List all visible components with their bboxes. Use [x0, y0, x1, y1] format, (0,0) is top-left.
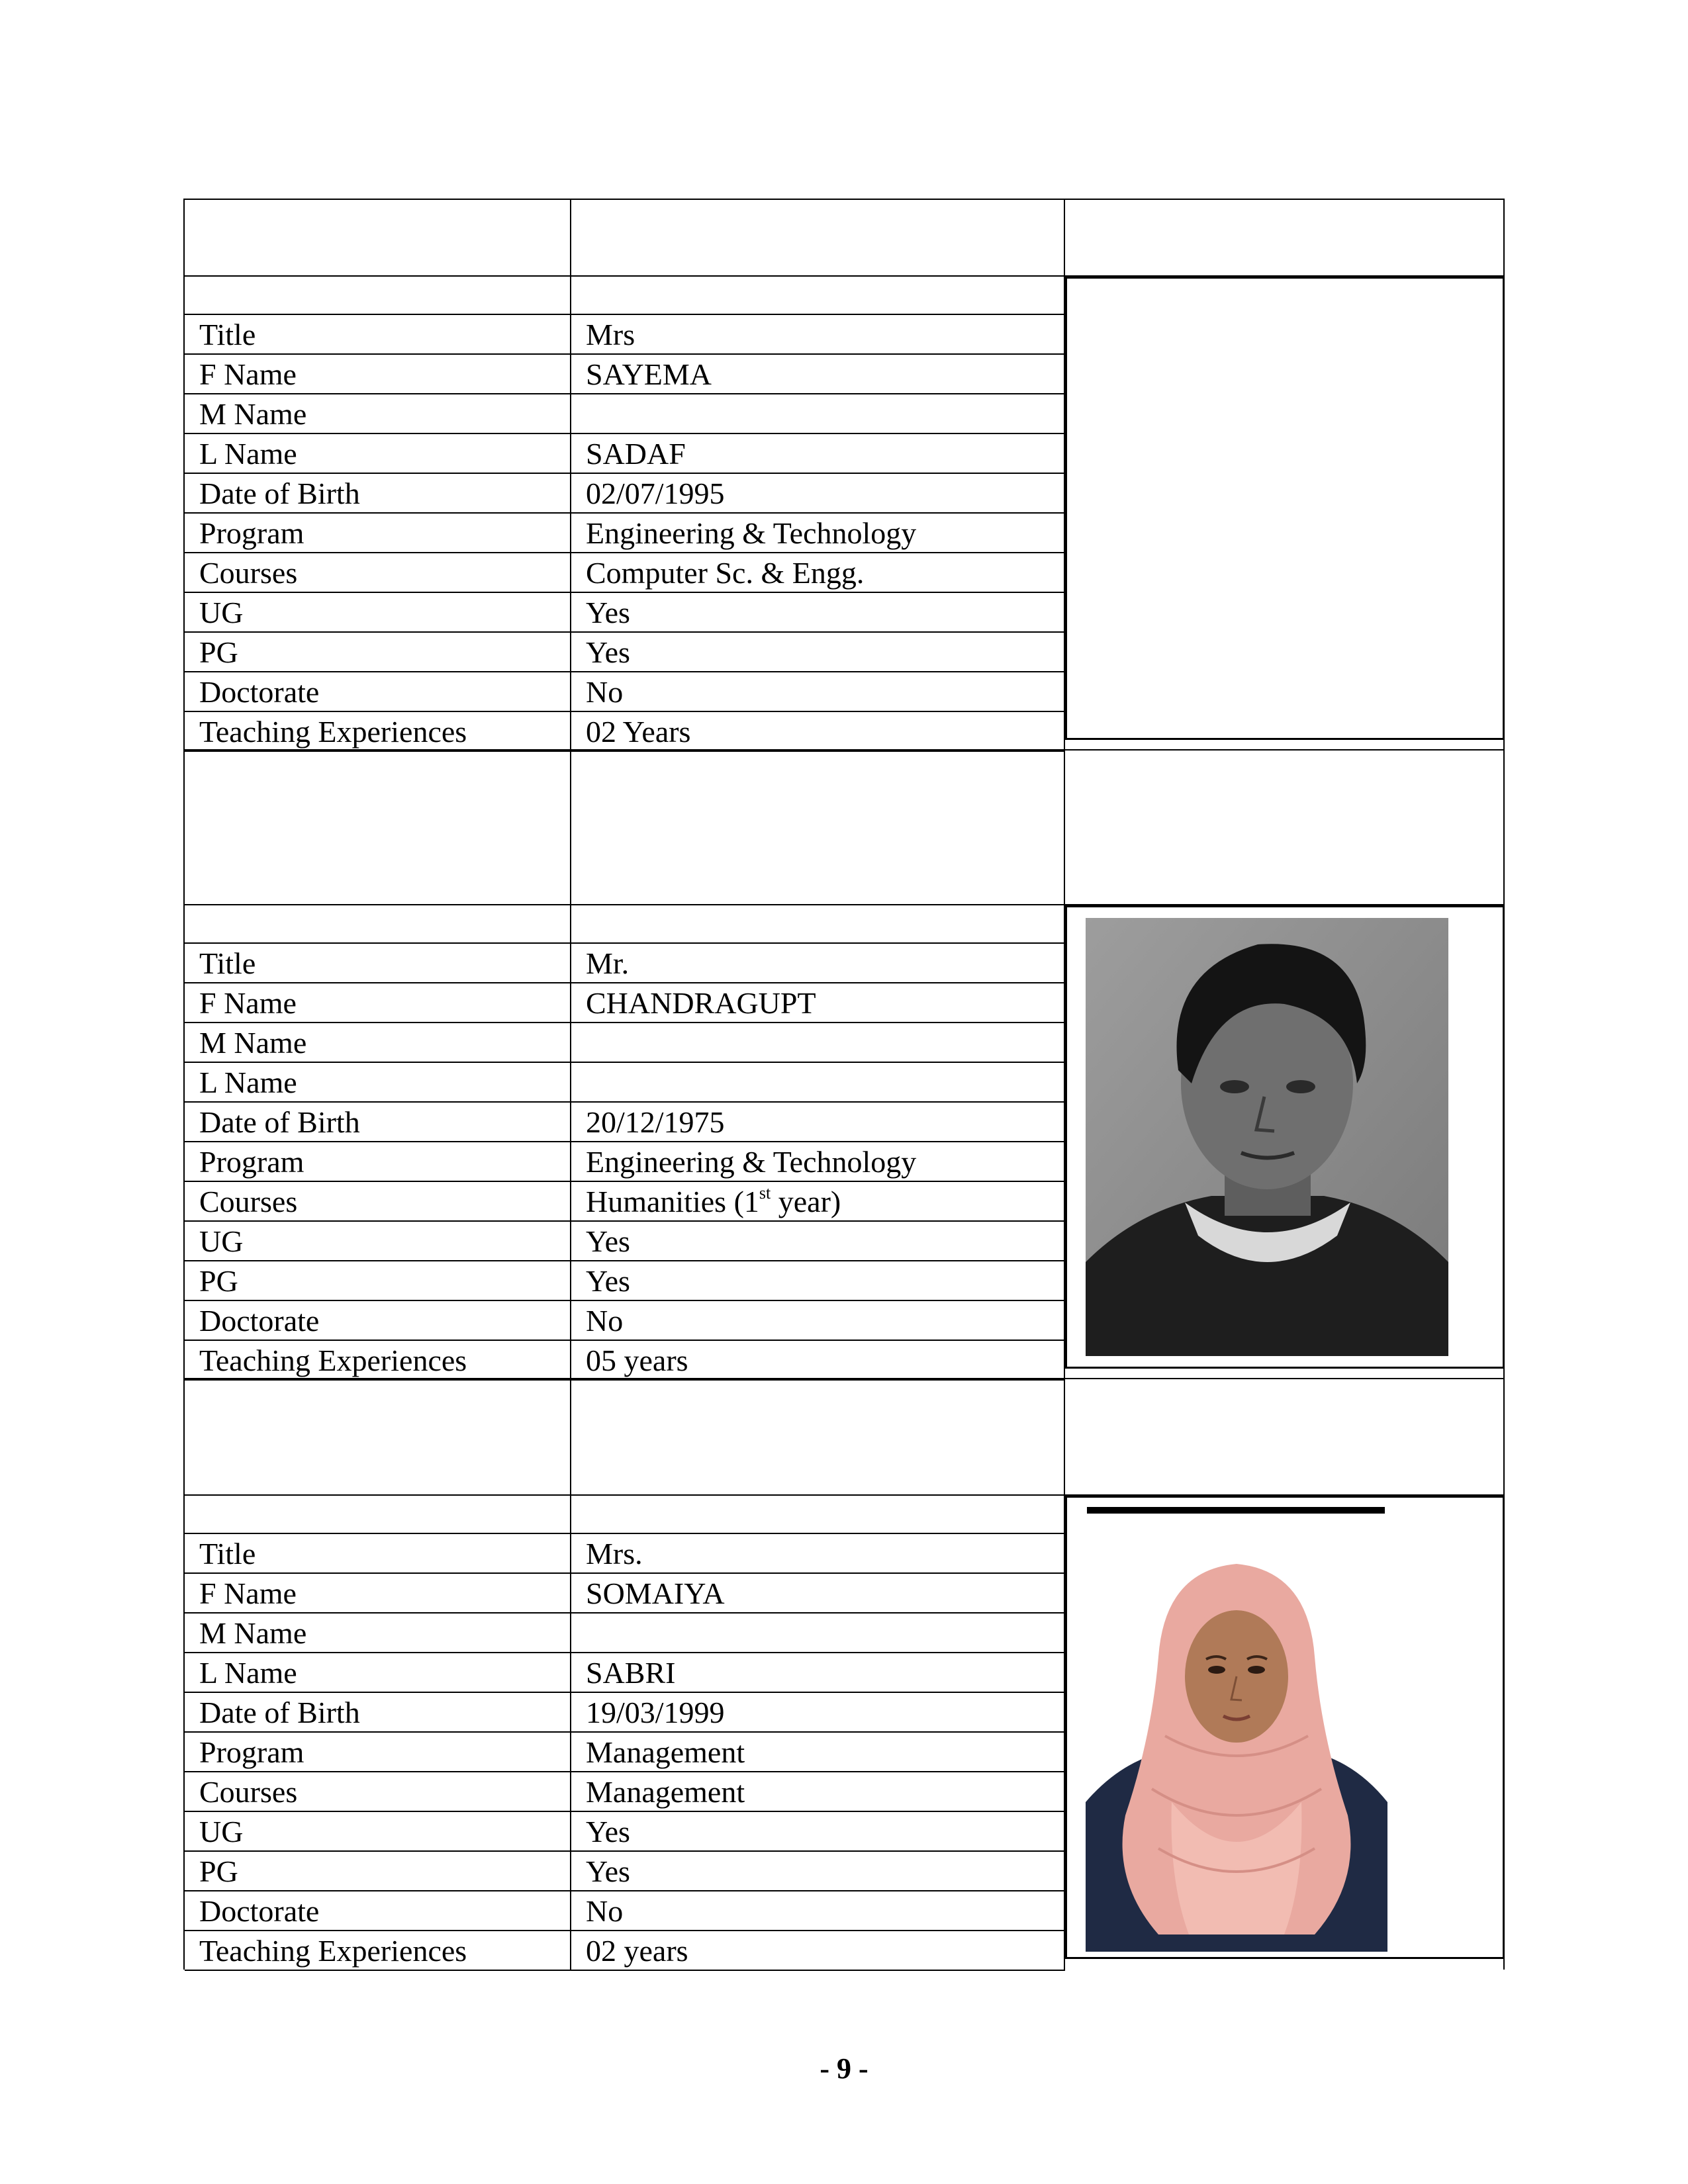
field-value: Mrs.	[571, 1534, 1065, 1572]
field-value: No	[571, 1891, 1065, 1930]
field-label: Date of Birth	[185, 474, 571, 512]
portrait-photo	[1086, 918, 1448, 1356]
field-label: Program	[185, 1733, 571, 1771]
field-value: 19/03/1999	[571, 1693, 1065, 1731]
field-label: Courses	[185, 553, 571, 592]
field-label: Doctorate	[185, 1891, 571, 1930]
table-row	[185, 904, 1065, 944]
field-value: CHANDRAGUPT	[571, 983, 1065, 1022]
field-value: Yes	[571, 593, 1065, 631]
courses-suffix: year)	[771, 1185, 841, 1218]
table-row	[185, 315, 1065, 355]
field-label: PG	[185, 1261, 571, 1300]
table-row	[185, 1852, 1065, 1891]
table-row	[185, 394, 1065, 434]
field-value: 02 Years	[571, 712, 1065, 751]
field-value: SAYEMA	[571, 355, 1065, 393]
field-value: 02/07/1995	[571, 474, 1065, 512]
table-row	[185, 672, 1065, 712]
table-row	[185, 1182, 1065, 1222]
courses-superscript: st	[759, 1183, 771, 1203]
field-value	[571, 1614, 1065, 1652]
field-label: F Name	[185, 983, 571, 1022]
table-row	[185, 1103, 1065, 1142]
table-row	[185, 1261, 1065, 1301]
portrait-photo-drawing	[1086, 1537, 1387, 1952]
field-value: Management	[571, 1772, 1065, 1811]
field-label: UG	[185, 1222, 571, 1260]
field-label: Courses	[185, 1772, 571, 1811]
table-row	[185, 1023, 1065, 1063]
photo-frame	[1065, 1496, 1505, 1959]
field-value	[571, 394, 1065, 433]
field-label: L Name	[185, 434, 571, 473]
spacer-row	[183, 1378, 1505, 1496]
field-value: No	[571, 1301, 1065, 1340]
field-label: Title	[185, 1534, 571, 1572]
field-label: F Name	[185, 1574, 571, 1612]
table-row	[185, 1891, 1065, 1931]
courses-prefix: Humanities (1	[586, 1185, 759, 1218]
field-label: Courses	[185, 1182, 571, 1220]
field-value: Yes	[571, 1222, 1065, 1260]
spacer-row	[183, 749, 1505, 905]
table-row	[185, 1812, 1065, 1852]
field-label: Program	[185, 1142, 571, 1181]
field-value	[571, 1182, 1065, 1220]
field-value: SOMAIYA	[571, 1574, 1065, 1612]
field-value: 20/12/1975	[571, 1103, 1065, 1141]
field-value: Engineering & Technology	[571, 514, 1065, 552]
table-row	[185, 1653, 1065, 1693]
field-label: UG	[185, 593, 571, 631]
field-value: Engineering & Technology	[571, 1142, 1065, 1181]
field-label: Doctorate	[185, 1301, 571, 1340]
field-value: No	[571, 672, 1065, 711]
table-row	[185, 633, 1065, 672]
field-value: Yes	[571, 1812, 1065, 1850]
table-row	[185, 944, 1065, 983]
table-row	[185, 1574, 1065, 1614]
field-label: Date of Birth	[185, 1693, 571, 1731]
table-row	[185, 1534, 1065, 1574]
field-label: UG	[185, 1812, 571, 1850]
table-row	[185, 1142, 1065, 1182]
field-value	[571, 1023, 1065, 1062]
table-row	[185, 474, 1065, 514]
field-label: M Name	[185, 394, 571, 433]
table-row	[185, 1341, 1065, 1381]
table-row	[185, 553, 1065, 593]
field-label: L Name	[185, 1653, 571, 1692]
table-row	[185, 1772, 1065, 1812]
table-row	[185, 983, 1065, 1023]
field-value: SABRI	[571, 1653, 1065, 1692]
field-value: Yes	[571, 1852, 1065, 1890]
field-value: Mrs	[571, 315, 1065, 353]
field-label: L Name	[185, 1063, 571, 1101]
field-label: PG	[185, 1852, 571, 1890]
field-value: Mr.	[571, 944, 1065, 982]
field-label: Program	[185, 514, 571, 552]
field-label: M Name	[185, 1023, 571, 1062]
table-row	[185, 1693, 1065, 1733]
portrait-photo-drawing	[1086, 918, 1448, 1356]
field-value: Management	[571, 1733, 1065, 1771]
photo-frame	[1065, 905, 1505, 1369]
table-row	[185, 712, 1065, 752]
field-value: SADAF	[571, 434, 1065, 473]
photo-placeholder	[1065, 277, 1505, 740]
table-row	[185, 434, 1065, 474]
table-row	[185, 275, 1065, 315]
field-label: M Name	[185, 1614, 571, 1652]
table-row	[185, 1222, 1065, 1261]
table-row	[185, 514, 1065, 553]
table-row	[185, 1614, 1065, 1653]
field-value: Yes	[571, 1261, 1065, 1300]
field-value	[571, 1063, 1065, 1101]
field-label: Teaching Experiences	[185, 1341, 571, 1379]
field-label: PG	[185, 633, 571, 671]
spacer-row	[183, 199, 1505, 277]
photo-top-bar	[1087, 1507, 1385, 1514]
table-row	[185, 593, 1065, 633]
field-value: Computer Sc. & Engg.	[571, 553, 1065, 592]
field-label: Teaching Experiences	[185, 1931, 571, 1970]
portrait-photo	[1086, 1537, 1387, 1952]
field-value: Yes	[571, 633, 1065, 671]
table-row	[185, 1494, 1065, 1534]
field-label: F Name	[185, 355, 571, 393]
page-number: - 9 -	[820, 2052, 868, 2085]
table-row	[185, 1931, 1065, 1971]
table-row	[185, 1063, 1065, 1103]
field-value: 05 years	[571, 1341, 1065, 1379]
field-value: 02 years	[571, 1931, 1065, 1970]
table-row	[185, 1733, 1065, 1772]
table-row	[185, 355, 1065, 394]
field-label: Title	[185, 944, 571, 982]
field-label: Teaching Experiences	[185, 712, 571, 751]
field-label: Date of Birth	[185, 1103, 571, 1141]
table-row	[185, 1301, 1065, 1341]
field-label: Doctorate	[185, 672, 571, 711]
field-label: Title	[185, 315, 571, 353]
